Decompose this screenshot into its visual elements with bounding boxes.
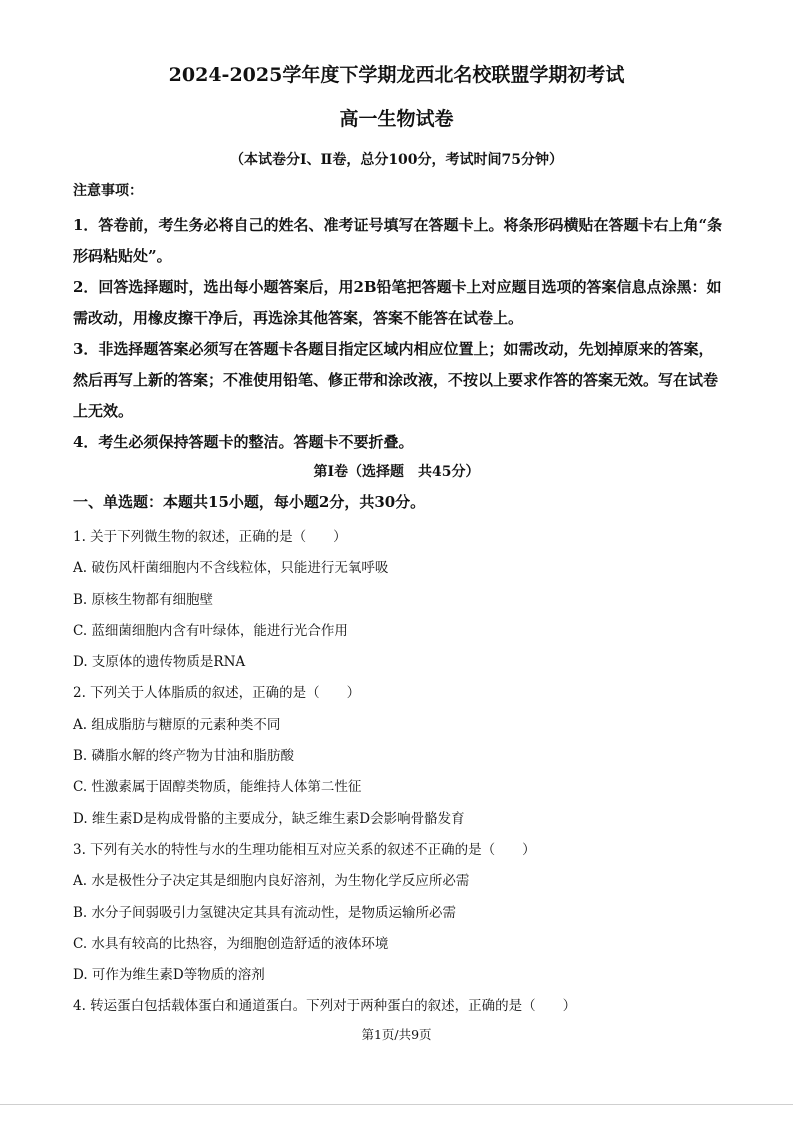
exam-info: （本试卷分Ⅰ、Ⅱ卷，总分100分，考试时间75分钟） bbox=[229, 152, 564, 168]
answer-option: D. 可作为维生素D等物质的溶剂 bbox=[73, 967, 265, 984]
answer-option: A. 组成脂肪与糖原的元素种类不同 bbox=[73, 716, 281, 733]
answer-option: A. 水是极性分子决定其是细胞内良好溶剂，为生物化学反应所必需 bbox=[73, 873, 470, 890]
question-stem: 1. 关于下列微生物的叙述，正确的是（ ） bbox=[73, 529, 347, 545]
question-stem: 4. 转运蛋白包括载体蛋白和通道蛋白。下列对于两种蛋白的叙述，正确的是（ ） bbox=[73, 998, 577, 1015]
note-item: 4．考生必须保持答题卡的整洁。答题卡不要折叠。 bbox=[73, 433, 414, 451]
answer-option: C. 性激素属于固醇类物质，能维持人体第二性征 bbox=[73, 779, 362, 796]
answer-option: C. 水具有较高的比热容，为细胞创造舒适的液体环境 bbox=[73, 935, 389, 952]
question-stem: 3. 下列有关水的特性与水的生理功能相互对应关系的叙述不正确的是（ ） bbox=[73, 841, 536, 858]
note-item: 2．回答选择题时，选出每小题答案后，用2B铅笔把答题卡上对应题目选项的答案信息点涂黑：如需改动，用橡皮擦干净后，再选涂其他答案，答案不能答在试卷上。 bbox=[73, 278, 722, 327]
note-item: 3．非选择题答案必须写在答题卡各题目指定区域内相应位置上；如需改动，先划掉原来的答案，然后再写上新的答案；不准使用铅笔、修正带和涂改液，不按以上要求作答的答案无效。写在试卷上无效。 bbox=[73, 340, 719, 420]
notes-heading: 注意事项： bbox=[73, 183, 143, 199]
answer-option: B. 磷脂水解的终产物为甘油和脂肪酸 bbox=[73, 748, 295, 765]
question-list bbox=[73, 522, 723, 1023]
note-item: 1．答卷前，考生务必将自己的姓名、准考证号填写在答题卡上。将条形码横贴在答题卡右上角“条形码粘贴处”。 bbox=[73, 216, 723, 265]
part-heading: 一、单选题：本题共15小题，每小题2分，共30分。 bbox=[73, 493, 426, 511]
exam-title: 2024-2025学年度下学期龙西北名校联盟学期初考试 bbox=[168, 64, 625, 86]
answer-option: B. 原核生物都有细胞壁 bbox=[73, 591, 214, 608]
notes-list bbox=[73, 210, 723, 458]
page-bottom-divider bbox=[0, 1104, 793, 1105]
answer-option: D. 维生素D是构成骨骼的主要成分，缺乏维生素D会影响骨骼发育 bbox=[73, 810, 465, 827]
page-indicator: 第1页/共9页 bbox=[361, 1027, 432, 1042]
exam-subtitle: 高一生物试卷 bbox=[339, 108, 454, 130]
answer-option: A. 破伤风杆菌细胞内不含线粒体，只能进行无氧呼吸 bbox=[73, 560, 389, 577]
answer-option: D. 支原体的遗传物质是RNA bbox=[73, 654, 246, 671]
answer-option: C. 蓝细菌细胞内含有叶绿体，能进行光合作用 bbox=[73, 622, 348, 639]
section-title: 第Ⅰ卷（选择题 共45分） bbox=[313, 464, 480, 480]
question-stem: 2. 下列关于人体脂质的叙述，正确的是（ ） bbox=[73, 685, 361, 702]
answer-option: B. 水分子间弱吸引力氢键决定其具有流动性，是物质运输所必需 bbox=[73, 904, 457, 921]
